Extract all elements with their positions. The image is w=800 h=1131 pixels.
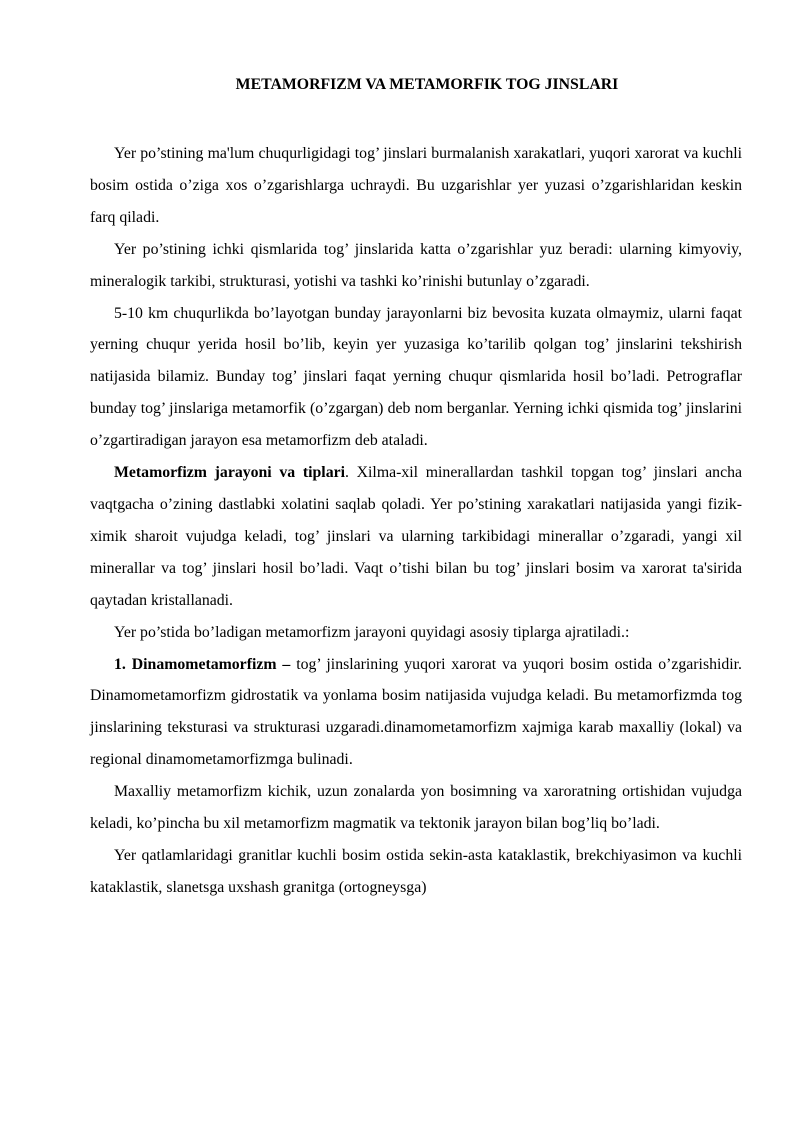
paragraph-6-text: tog’ jinslarining yuqori xarorat va yuqori bosim ostida o’zgarishidir. Dinamometamorfizm gidrostatik va yonlama bosim natijasida vujudga keladi. Bu metamorfizmda tog jinslarining teksturasi va strukturasi uzgaradi.dinamometamorfizm xajmiga karab maxalliy (lokal) va regional dinamometamorfizmga bulinadi.	[90, 655, 743, 769]
section-heading-metamorfizm: Metamorfizm jarayoni va tiplari	[114, 464, 345, 482]
paragraph-3: 5-10 km chuqurlikda bo’layotgan bunday jarayonlarni biz bevosita kuzata olmaymiz, ularni faqat yerning chuqur yerida hosil bo’lib, keyin yer yuzasiga ko’tarilib qolgan tog’ jinslarini tekshirish natijasida bilamiz. Bunday tog’ jinslari faqat yerning chuqur qismlarida hosil bo’ladi. Petrograflar bunday tog’ jinslariga metamorfik (o’zgargan) deb nom berganlar. Yerning ichki qismida tog’ jinslarini o’zgartiradigan jarayon esa metamorfizm deb ataladi.	[90, 304, 742, 450]
paragraph-2: Yer po’stining ichki qismlarida tog’ jinslarida katta o’zgarishlar yuz beradi: ularning kimyoviy, mineralogik tarkibi, strukturasi, yotishi va tashki ko’rinishi butunlay o’zgaradi.	[90, 240, 742, 290]
paragraph-4	[90, 457, 742, 617]
paragraph-7: Maxalliy metamorfizm kichik, uzun zonalarda yon bosimning va xaroratning ortishidan vujudga keladi, ko’pincha bu xil metamorfizm magmatik va tektonik jarayon bilan bog’liq bo’ladi.	[90, 783, 742, 833]
paragraph-5: Yer po’stida bo’ladigan metamorfizm jarayoni quyidagi asosiy tiplarga ajratiladi.:	[114, 623, 630, 641]
document-page	[90, 74, 742, 904]
paragraph-6	[90, 649, 742, 777]
page-title: METAMORFIZM VA METAMORFIK TOG JINSLARI	[235, 76, 619, 93]
paragraph-1: Yer po’stining ma'lum chuqurligidagi tog’ jinslari burmalanish xarakatlari, yuqori xarorat va kuchli bosim ostida o’ziga xos o’zgarishlarga uchraydi. Bu uzgarishlar yer yuzasi o’zgarishlaridan keskin farq qiladi.	[90, 145, 742, 226]
paragraph-4-text: . Xilma-xil minerallardan tashkil topgan tog’ jinslari ancha vaqtgacha o’zining dastlabki xolatini saqlab qoladi. Yer po’stining xarakatlari natijasida yangi fizik-ximik sharoit vujudga keladi, tog’ jinslari va ularning tarkibidagi minerallar o’zgaradi, yangi xil minerallar va tog’ jinslari hosil bo’ladi. Vaqt o’tishi bilan bu tog’ jinslari bosim va xarorat ta'sirida qaytadan kristallanadi.	[90, 464, 742, 609]
term-dinamometamorfizm: 1. Dinamometamorfizm –	[114, 655, 291, 673]
paragraph-8: Yer qatlamlaridagi granitlar kuchli bosim ostida sekin-asta kataklastik, brekchiyasimon va kuchli kataklastik, slanetsga uxshash granitga (ortogneysga)	[90, 846, 742, 896]
